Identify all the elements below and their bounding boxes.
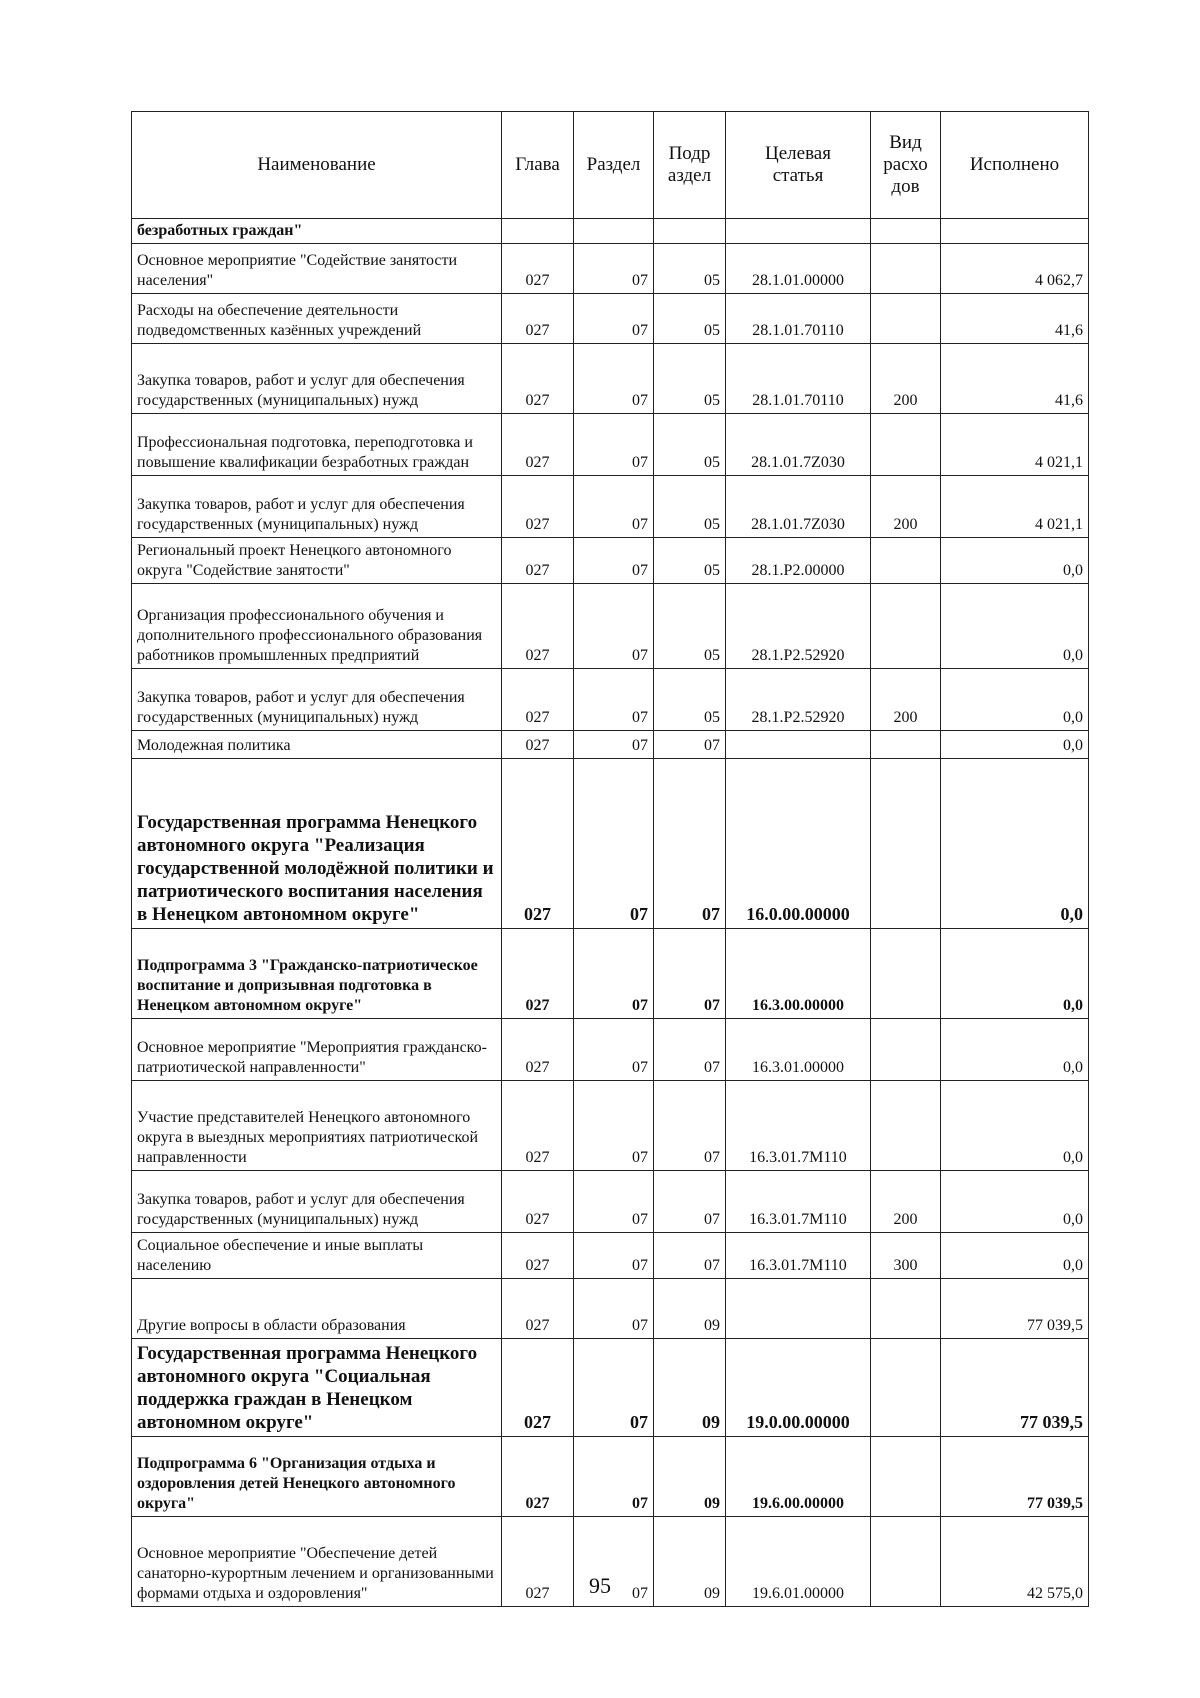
table-row xyxy=(132,1437,1089,1517)
cell-name: Молодежная политика xyxy=(132,731,502,759)
cell-name: Закупка товаров, работ и услуг для обеспечения государственных (муниципальных) нужд xyxy=(132,344,502,414)
cell-subsection: 09 xyxy=(654,1437,726,1517)
cell-chapter: 027 xyxy=(502,244,574,294)
cell-name: безработных граждан" xyxy=(132,219,502,244)
cell-chapter: 027 xyxy=(502,759,574,929)
cell-target-article: 16.3.01.7М110 xyxy=(726,1233,871,1279)
table-row xyxy=(132,476,1089,538)
cell-target-article: 28.1.01.70110 xyxy=(726,294,871,344)
cell-executed: 41,6 xyxy=(941,294,1089,344)
table-row xyxy=(132,731,1089,759)
cell-chapter: 027 xyxy=(502,584,574,669)
cell-section: 07 xyxy=(574,344,654,414)
table-row xyxy=(132,759,1089,929)
cell-expense-type xyxy=(871,244,941,294)
cell-chapter: 027 xyxy=(502,1437,574,1517)
cell-chapter: 027 xyxy=(502,1517,574,1607)
cell-chapter: 027 xyxy=(502,669,574,731)
cell-subsection: 05 xyxy=(654,476,726,538)
cell-section: 07 xyxy=(574,476,654,538)
cell-expense-type: 200 xyxy=(871,476,941,538)
cell-chapter: 027 xyxy=(502,294,574,344)
cell-name: Основное мероприятие "Мероприятия гражданско-патриотической направленности" xyxy=(132,1019,502,1081)
table-row xyxy=(132,584,1089,669)
cell-subsection: 05 xyxy=(654,344,726,414)
cell-expense-type xyxy=(871,294,941,344)
cell-chapter: 027 xyxy=(502,1233,574,1279)
cell-expense-type xyxy=(871,1339,941,1437)
cell-subsection: 09 xyxy=(654,1339,726,1437)
cell-chapter: 027 xyxy=(502,344,574,414)
cell-subsection: 07 xyxy=(654,1019,726,1081)
cell-target-article: 28.1.01.00000 xyxy=(726,244,871,294)
cell-executed: 41,6 xyxy=(941,344,1089,414)
cell-section: 07 xyxy=(574,244,654,294)
cell-section: 07 xyxy=(574,1171,654,1233)
cell-section: 07 xyxy=(574,1517,654,1607)
cell-name: Основное мероприятие "Содействие занятости населения" xyxy=(132,244,502,294)
cell-subsection: 09 xyxy=(654,1517,726,1607)
table-row xyxy=(132,244,1089,294)
cell-target-article: 16.3.01.7М110 xyxy=(726,1081,871,1171)
table-row xyxy=(132,1279,1089,1339)
cell-subsection: 05 xyxy=(654,669,726,731)
cell-section: 07 xyxy=(574,414,654,476)
cell-executed: 0,0 xyxy=(941,731,1089,759)
cell-name: Закупка товаров, работ и услуг для обеспечения государственных (муниципальных) нужд xyxy=(132,1171,502,1233)
table-row xyxy=(132,294,1089,344)
cell-expense-type xyxy=(871,929,941,1019)
header-subsection: Подр аздел xyxy=(654,112,726,219)
cell-executed: 0,0 xyxy=(941,929,1089,1019)
cell-subsection: 05 xyxy=(654,538,726,584)
cell-target-article: 28.1.01.7Z030 xyxy=(726,476,871,538)
cell-subsection: 05 xyxy=(654,584,726,669)
cell-target-article: 28.1.01.7Z030 xyxy=(726,414,871,476)
cell-section: 07 xyxy=(574,1339,654,1437)
cell-section: 07 xyxy=(574,538,654,584)
cell-name: Подпрограмма 6 "Организация отдыха и оздоровления детей Ненецкого автономного округа" xyxy=(132,1437,502,1517)
cell-expense-type xyxy=(871,538,941,584)
table-header-row xyxy=(132,112,1089,219)
table-row xyxy=(132,1019,1089,1081)
table-row xyxy=(132,1171,1089,1233)
cell-expense-type xyxy=(871,731,941,759)
cell-target-article: 19.0.00.00000 xyxy=(726,1339,871,1437)
cell-target-article xyxy=(726,1279,871,1339)
cell-subsection: 05 xyxy=(654,294,726,344)
cell-section: 07 xyxy=(574,584,654,669)
cell-section: 07 xyxy=(574,929,654,1019)
cell-chapter: 027 xyxy=(502,929,574,1019)
cell-expense-type: 200 xyxy=(871,344,941,414)
cell-expense-type: 300 xyxy=(871,1233,941,1279)
cell-name: Государственная программа Ненецкого автономного округа "Социальная поддержка граждан в Ненецком автономном округе" xyxy=(132,1339,502,1437)
budget-table xyxy=(131,111,1089,1607)
cell-expense-type xyxy=(871,219,941,244)
cell-section xyxy=(574,219,654,244)
cell-executed: 0,0 xyxy=(941,669,1089,731)
cell-name: Государственная программа Ненецкого автономного округа "Реализация государственной молодёжной политики и патриотического воспитания населения в Ненецком автономном округе" xyxy=(132,759,502,929)
cell-chapter: 027 xyxy=(502,1279,574,1339)
cell-chapter: 027 xyxy=(502,538,574,584)
header-target-article: Целевая статья xyxy=(726,112,871,219)
cell-executed xyxy=(941,219,1089,244)
cell-section: 07 xyxy=(574,759,654,929)
cell-executed: 4 021,1 xyxy=(941,476,1089,538)
cell-executed: 0,0 xyxy=(941,1233,1089,1279)
cell-expense-type: 200 xyxy=(871,669,941,731)
header-name: Наименование xyxy=(132,112,502,219)
cell-name: Другие вопросы в области образования xyxy=(132,1279,502,1339)
cell-name: Участие представителей Ненецкого автономного округа в выездных мероприятиях патриотической направленности xyxy=(132,1081,502,1171)
cell-section: 07 xyxy=(574,1279,654,1339)
cell-section: 07 xyxy=(574,1019,654,1081)
cell-expense-type xyxy=(871,1437,941,1517)
cell-target-article: 19.6.00.00000 xyxy=(726,1437,871,1517)
cell-executed: 42 575,0 xyxy=(941,1517,1089,1607)
cell-chapter: 027 xyxy=(502,1339,574,1437)
table-row xyxy=(132,344,1089,414)
cell-executed: 0,0 xyxy=(941,759,1089,929)
cell-subsection: 07 xyxy=(654,1233,726,1279)
cell-name: Основное мероприятие "Обеспечение детей санаторно-курортным лечением и организованными формами отдыха и оздоровления" xyxy=(132,1517,502,1607)
cell-executed: 77 039,5 xyxy=(941,1339,1089,1437)
cell-executed: 0,0 xyxy=(941,1171,1089,1233)
cell-subsection: 07 xyxy=(654,1171,726,1233)
header-executed: Исполнено xyxy=(941,112,1089,219)
cell-name: Организация профессионального обучения и дополнительного профессионального образования работников промышленных предприятий xyxy=(132,584,502,669)
cell-expense-type xyxy=(871,1279,941,1339)
cell-name: Закупка товаров, работ и услуг для обеспечения государственных (муниципальных) нужд xyxy=(132,476,502,538)
cell-target-article: 28.1.P2.52920 xyxy=(726,584,871,669)
cell-chapter: 027 xyxy=(502,1081,574,1171)
cell-subsection: 05 xyxy=(654,414,726,476)
cell-name: Закупка товаров, работ и услуг для обеспечения государственных (муниципальных) нужд xyxy=(132,669,502,731)
cell-target-article: 28.1.01.70110 xyxy=(726,344,871,414)
cell-section: 07 xyxy=(574,1081,654,1171)
cell-executed: 0,0 xyxy=(941,1081,1089,1171)
table-row xyxy=(132,1233,1089,1279)
cell-chapter: 027 xyxy=(502,414,574,476)
cell-executed: 4 021,1 xyxy=(941,414,1089,476)
cell-section: 07 xyxy=(574,1437,654,1517)
table-row xyxy=(132,1081,1089,1171)
cell-section: 07 xyxy=(574,1233,654,1279)
cell-executed: 4 062,7 xyxy=(941,244,1089,294)
cell-target-article xyxy=(726,219,871,244)
cell-chapter: 027 xyxy=(502,1019,574,1081)
page-number: 95 xyxy=(589,1573,611,1598)
cell-name: Подпрограмма 3 "Гражданско-патриотическое воспитание и допризывная подготовка в Ненецком автономном округе" xyxy=(132,929,502,1019)
cell-expense-type xyxy=(871,759,941,929)
cell-target-article: 28.1.P2.52920 xyxy=(726,669,871,731)
cell-name: Расходы на обеспечение деятельности подведомственных казённых учреждений xyxy=(132,294,502,344)
cell-expense-type xyxy=(871,414,941,476)
cell-subsection xyxy=(654,219,726,244)
cell-expense-type xyxy=(871,1081,941,1171)
table-row xyxy=(132,929,1089,1019)
cell-executed: 0,0 xyxy=(941,1019,1089,1081)
table-row xyxy=(132,538,1089,584)
table-body xyxy=(132,219,1089,1607)
header-section: Раздел xyxy=(574,112,654,219)
cell-target-article: 16.3.01.00000 xyxy=(726,1019,871,1081)
cell-target-article: 16.3.01.7М110 xyxy=(726,1171,871,1233)
cell-subsection: 09 xyxy=(654,1279,726,1339)
cell-executed: 77 039,5 xyxy=(941,1279,1089,1339)
table-row xyxy=(132,414,1089,476)
cell-expense-type xyxy=(871,584,941,669)
cell-chapter: 027 xyxy=(502,731,574,759)
cell-expense-type xyxy=(871,1019,941,1081)
cell-name: Региональный проект Ненецкого автономного округа "Содействие занятости" xyxy=(132,538,502,584)
cell-subsection: 07 xyxy=(654,759,726,929)
cell-name: Профессиональная подготовка, переподготовка и повышение квалификации безработных граждан xyxy=(132,414,502,476)
cell-target-article: 16.3.00.00000 xyxy=(726,929,871,1019)
cell-chapter: 027 xyxy=(502,1171,574,1233)
cell-target-article: 16.0.00.00000 xyxy=(726,759,871,929)
cell-executed: 0,0 xyxy=(941,538,1089,584)
table-row xyxy=(132,669,1089,731)
cell-name: Социальное обеспечение и иные выплаты населению xyxy=(132,1233,502,1279)
cell-subsection: 05 xyxy=(654,244,726,294)
cell-subsection: 07 xyxy=(654,1081,726,1171)
cell-executed: 0,0 xyxy=(941,584,1089,669)
cell-chapter: 027 xyxy=(502,476,574,538)
table-row xyxy=(132,219,1089,244)
cell-section: 07 xyxy=(574,294,654,344)
cell-target-article xyxy=(726,731,871,759)
cell-executed: 77 039,5 xyxy=(941,1437,1089,1517)
cell-subsection: 07 xyxy=(654,929,726,1019)
cell-chapter xyxy=(502,219,574,244)
cell-section: 07 xyxy=(574,669,654,731)
cell-target-article: 19.6.01.00000 xyxy=(726,1517,871,1607)
header-chapter: Глава xyxy=(502,112,574,219)
cell-subsection: 07 xyxy=(654,731,726,759)
header-expense-type: Вид расхо дов xyxy=(871,112,941,219)
cell-target-article: 28.1.P2.00000 xyxy=(726,538,871,584)
table-row xyxy=(132,1339,1089,1437)
cell-section: 07 xyxy=(574,731,654,759)
cell-expense-type: 200 xyxy=(871,1171,941,1233)
